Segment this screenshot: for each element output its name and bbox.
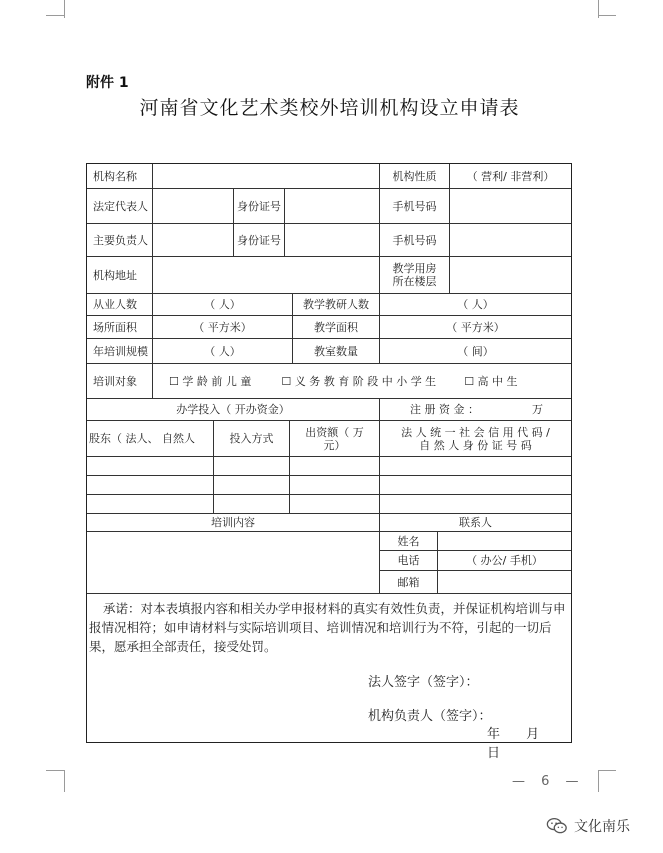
- shareholder-row-3-amount[interactable]: [290, 495, 380, 514]
- value-classroom-count[interactable]: （ 间）: [380, 339, 571, 364]
- shareholder-row-2-amount[interactable]: [290, 476, 380, 495]
- shareholder-row-1-code[interactable]: [380, 457, 571, 476]
- shareholder-row-2-method[interactable]: [214, 476, 290, 495]
- label-legal-rep: 法定代表人: [87, 189, 153, 224]
- crop-mark-bottom-right-h: [598, 770, 616, 771]
- crop-mark-top-left-h: [46, 15, 64, 16]
- value-contact-phone[interactable]: （ 办公/ 手机）: [438, 551, 571, 571]
- label-shareholder: 股东（ 法人、 自然人: [87, 421, 214, 457]
- label-annual-scale: 年培训规模: [87, 339, 153, 364]
- value-org-nature[interactable]: （ 营利/ 非营利）: [450, 164, 571, 189]
- page-number: — 6 —: [512, 774, 585, 789]
- label-credit-code: 法 人 统 一 社 会 信 用 代 码 / 自 然 人 身 份 证 号 码: [380, 421, 571, 457]
- checkbox-compulsory[interactable]: ☐ 义 务 教 育 阶 段 中 小 学 生: [281, 374, 437, 388]
- unit-wan: 万: [532, 403, 543, 416]
- label-contact-phone: 电话: [380, 551, 438, 571]
- value-teachers-count[interactable]: （ 人）: [380, 294, 571, 316]
- attachment-label: 附件 1: [86, 75, 129, 91]
- target-options: [153, 364, 571, 399]
- input-contact-name[interactable]: [438, 532, 571, 551]
- input-contact-mailbox[interactable]: [438, 571, 571, 594]
- shareholder-row-1-name[interactable]: [87, 457, 214, 476]
- label-teaching-area: 教学面积: [293, 316, 380, 339]
- watermark-logo: [546, 815, 630, 837]
- input-legal-rep[interactable]: [153, 189, 234, 224]
- shareholder-row-2-code[interactable]: [380, 476, 571, 495]
- label-contact-mailbox: 邮箱: [380, 571, 438, 594]
- input-main-leader-id[interactable]: [285, 224, 380, 257]
- value-annual-scale[interactable]: （ 人）: [153, 339, 293, 364]
- value-staff-count[interactable]: （ 人）: [153, 294, 293, 316]
- input-org-address[interactable]: [153, 257, 380, 294]
- input-training-content[interactable]: [87, 532, 380, 594]
- input-org-name[interactable]: [153, 164, 380, 189]
- value-site-area[interactable]: （ 平方米）: [153, 316, 293, 339]
- input-legal-rep-id[interactable]: [285, 189, 380, 224]
- label-org-name: 机构名称: [87, 164, 153, 189]
- label-site-area: 场所面积: [87, 316, 153, 339]
- label-classroom-count: 教室数量: [293, 339, 380, 364]
- label-main-leader-mobile: 手机号码: [380, 224, 450, 257]
- input-teaching-building[interactable]: [450, 257, 571, 294]
- label-training-content: 培训内容: [87, 514, 380, 532]
- value-teaching-area[interactable]: （ 平方米）: [380, 316, 571, 339]
- shareholder-row-3-name[interactable]: [87, 495, 214, 514]
- label-registered-capital: 注 册 资 金 ：: [410, 403, 479, 416]
- leader-signature-label: 机构负责人（签字）：: [368, 709, 492, 724]
- crop-mark-bottom-left: [46, 770, 65, 792]
- shareholder-row-1-method[interactable]: [214, 457, 290, 476]
- label-investment: 办学投入（ 开办资金）: [87, 399, 380, 421]
- page-title: 河南省文化艺术类校外培训机构设立申请表: [139, 97, 520, 119]
- label-legal-rep-id: 身份证号: [234, 189, 285, 224]
- application-form-table: [86, 163, 572, 761]
- label-contact: 联系人: [380, 514, 571, 532]
- crop-mark-bottom-left-h: [46, 770, 64, 771]
- label-legal-rep-mobile: 手机号码: [380, 189, 450, 224]
- checkbox-highschool[interactable]: ☐ 高 中 生: [464, 374, 518, 388]
- registered-capital-cell[interactable]: [380, 399, 571, 421]
- crop-mark-bottom-right: [598, 770, 617, 792]
- label-teaching-building: 教学用房所在楼层: [380, 257, 450, 294]
- label-main-leader: 主要负责人: [87, 224, 153, 257]
- input-main-leader-mobile[interactable]: [450, 224, 571, 257]
- label-teachers-count: 教学教研人数: [293, 294, 380, 316]
- shareholder-row-1-amount[interactable]: [290, 457, 380, 476]
- input-main-leader[interactable]: [153, 224, 234, 257]
- label-org-address: 机构地址: [87, 257, 153, 294]
- shareholder-row-3-code[interactable]: [380, 495, 571, 514]
- label-org-nature: 机构性质: [380, 164, 450, 189]
- label-target: 培训对象: [87, 364, 153, 399]
- checkbox-preschool[interactable]: ☐ 学 龄 前 儿 童: [169, 374, 252, 388]
- label-capital-contribution: 出资额（ 万元）: [290, 421, 380, 457]
- input-legal-rep-mobile[interactable]: [450, 189, 571, 224]
- label-main-leader-id: 身份证号: [234, 224, 285, 257]
- date-label: 年 月 日: [487, 727, 540, 761]
- shareholder-row-2-name[interactable]: [87, 476, 214, 495]
- watermark-text: 文化南乐: [574, 819, 630, 835]
- commitment-text: 承诺：对本表填报内容和相关办学申报材料的真实有效性负责，并保证机构培训与申报情况相符；如申请材料与实际培训项目、培训情况和培训行为不符，引起的一切后果，愿承担全部责任，接受处罚。: [89, 601, 566, 654]
- legal-signature-label: 法人签字（签字）：: [368, 675, 479, 690]
- crop-mark-top-right-h: [598, 15, 616, 16]
- label-staff-count: 从业人数: [87, 294, 153, 316]
- label-invest-method: 投入方式: [214, 421, 290, 457]
- shareholder-row-3-method[interactable]: [214, 495, 290, 514]
- chat-bubble-icon: [546, 815, 568, 837]
- label-contact-name: 姓名: [380, 532, 438, 551]
